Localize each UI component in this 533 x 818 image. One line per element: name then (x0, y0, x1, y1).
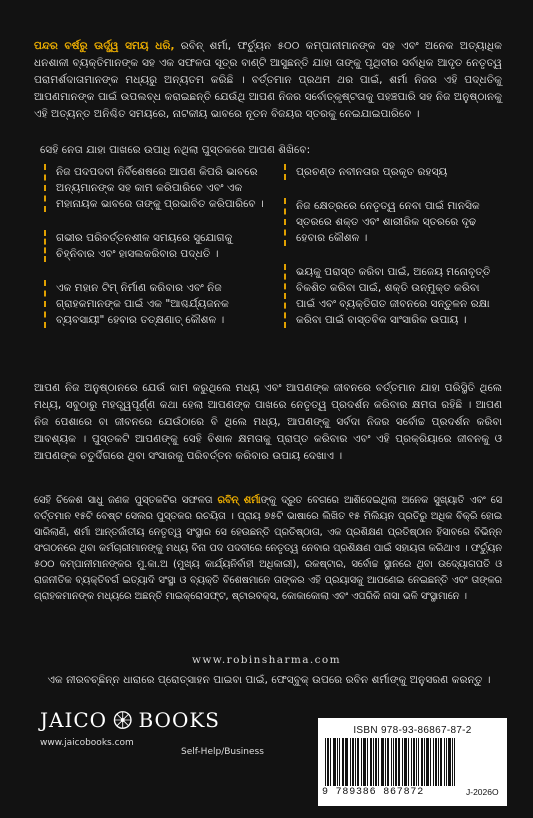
bullet-item: ପ୍ରଚଣ୍ଡ ନବୀନତାର ପ୍ରକୃତ ରହସ୍ୟ (284, 164, 502, 180)
intro-lead: ପନ୍ଦର ବର୍ଷରୁ ଊର୍ଦ୍ଧ୍ୱ ସମୟ ଧରି, (34, 40, 175, 52)
bullet-item: ଏକ ମହାନ ଟିମ୍ ନିର୍ମାଣ କରିବାର ଏବଂ ନିଜ ଗ୍ରାହକମାନଙ୍କ ପାଇଁ ଏକ "ଆଶ୍ଚର୍ଯ୍ୟଜନକ ବ୍ୟବସାୟୀ" ହେବାର ତତ୍‌କ୍ଷଣାତ୍ କୌଶଳ । (44, 280, 269, 328)
publisher-website: www.jaicobooks.com (40, 738, 134, 748)
publisher-block (40, 708, 220, 748)
isbn-text: ISBN 978-93-86867-87-2 (353, 725, 472, 736)
publisher-name-right: BOOKS (138, 708, 220, 732)
follow-line: ଏକ ନୀରବଚ୍ଛିନ୍ନ ଧାରାରେ ପ୍ରୋତ୍ସାହନ ପାଇବା ପାଇଁ, ଫେସ୍‌ବୁକ୍ ଉପରେ ରବିନ ଶର୍ମାଙ୍କୁ ଅନୁସରଣ କରନ୍ତୁ । (47, 674, 491, 686)
bullet-item: ଭୟକୁ ପରାସ୍ତ କରିବା ପାଇଁ, ଅଜେୟ ମନୋବୃତ୍ତି ବିକଶିତ କରିବା ପାଇଁ, ଶକ୍ତି ଉନ୍ମୁକ୍ତ କରିବା ପାଇଁ ଏବଂ ବ୍ୟକ୍ତିଗତ ଜୀବନରେ ସନ୍ତୁଳନ ରକ୍ଷା କରିବା ପାଇଁ ବାସ୍ତବିକ ସାଂସାରିକ ଉପାୟ । (284, 264, 502, 328)
learn-heading: ସେହି ନେତା ଯାହା ପାଖରେ ଉପାଧି ନଥିଲା ପୁସ୍ତକରେ ଆପଣ ଶିଖିବେ: (40, 144, 311, 156)
summary-paragraph: ଆପଣ ନିଜ ଅନୁଷ୍ଠାନରେ ଯେଉଁ କାମ କରୁଥିଲେ ମଧ୍ୟ ଏବଂ ଆପଣଙ୍କ ଜୀବନରେ ବର୍ତ୍ତମାନ ଯାହା ପରିସ୍ଥିତି ଥିଲେ ମଧ୍ୟ, ସବୁଠାରୁ ମହତ୍ତ୍ୱପୂର୍ଣ୍ଣ କଥା ହେଲା ଆପଣଙ୍କ ପାଖରେ ନେତୃତ୍ୱ ପ୍ରଦର୍ଶନ କରିବାର କ୍ଷମତା ରହିଛି । ଆପଣ ନିଜ ପେଶାରେ ବା ଜୀବନରେ ଯେଉଁଠାରେ ବି ଥିଲେ ମଧ୍ୟ, ଆପଣଙ୍କୁ ସର୍ବଦା ନିଜର ସର୍ବୋଚ୍ଚ ପ୍ରଦର୍ଶନ କରିବା ଆବଶ୍ୟକ । ପୁସ୍ତକଟି ଆପଣଙ୍କୁ ସେହି ବିଶାଳ କ୍ଷମତାକୁ ପ୍ରାପ୍ତ କରିବାର ଏବଂ ଏହି ପ୍ରକ୍ରିୟାରେ ଜୀବନକୁ ଓ ଆପଣଙ୍କ ଚତୁର୍ଦିଗରେ ଥିବା ସଂସାରକୁ ପରିବର୍ତ୍ତନ କରିବାର ଉପାୟ ଦେଖାଏ । (34, 382, 502, 462)
bullet-item: ନିଜ ପଦପଦବୀ ନିର୍ବିଶେଷରେ ଆପଣ କିପରି ଭାବରେ ଅନ୍ୟମାନଙ୍କ ସହ କାମ କରିପାରିବେ ଏବଂ ଏକ ମହାନାୟକ ଭାବରେ ତାଙ୍କୁ ପ୍ରଭାବିତ କରିପାରିବେ । (44, 164, 269, 212)
bullet-list-right (284, 164, 502, 346)
publisher-name-left: JAICO (40, 708, 108, 732)
barcode-digits: 9 789386 867872 (322, 787, 425, 798)
wheel-icon (113, 710, 132, 730)
intro-paragraph (34, 38, 502, 123)
publisher-logo (40, 708, 220, 732)
barcode-icon (325, 738, 457, 786)
bullet-item: ନିଜ କ୍ଷେତ୍ରରେ ନେତୃତ୍ୱ ନେବା ପାଇଁ ମାନସିକ ସ୍ତରରେ ଶକ୍ତ ଏବଂ ଶାରୀରିକ ସ୍ତରରେ ଦୃଢ ହେବାର କୌଶଳ । (284, 198, 502, 246)
product-code: J-2026O (466, 787, 499, 797)
bullet-list-left (44, 164, 269, 346)
barcode-panel (318, 718, 507, 806)
book-category: Self-Help/Business (181, 747, 264, 757)
author-name: ରବିନ୍ ଶର୍ମା (217, 495, 261, 506)
author-bio (34, 493, 502, 605)
intro-body: ରବିନ୍ ଶର୍ମା, ଫର୍ଚ୍ୟୁନ ୫୦୦ କମ୍ପାନୀମାନଙ୍କ ସହ ଏବଂ ଅନେକ ଅତ୍ୟାଧିକ ଧନଶାଳୀ ବ୍ୟକ୍ତିମାନଙ୍କ ସହ ଏକ ସଫଳତା ସୂତ୍ର ବାଣ୍ଟି ଆସୁଛନ୍ତି ଯାହା ତାଙ୍କୁ ପୃଥିବୀର ସର୍ବାଧିକ ଆଦୃତ ନେତୃତ୍ୱ ପରାମର୍ଶଦାତାମାନଙ୍କ ମଧ୍ୟରୁ ଅନ୍ୟତମ କରିଛି । ବର୍ତ୍ତମାନ ପ୍ରଥମ ଥର ପାଇଁ, ଶର୍ମା ନିଜର ଏହି ପଦ୍ଧତିକୁ ଆପଣମାନଙ୍କ ପାଇଁ ଉପଲବ୍ଧ କରାଇଛନ୍ତି ଯେଉଁଥି ଆପଣ ନିଜର ସର୍ବୋତ୍କୃଷ୍ଟତାକୁ ପହଞ୍ଚପାରି ସହ ନିଜ ଅନୁଷ୍ଠାନକୁ ଏହି ଅତ୍ୟନ୍ତ ଅନିଶ୍ଚିତ ସମୟରେ, ନାଟକୀୟ ଭାବରେ ନୂତନ ବିଜୟର ସ୍ତରକୁ ନେଇଯାଇପାରିବେ । (34, 40, 502, 120)
bio-post: ଙ୍କୁ ଦ୍ରୁତ ବେଗରେ ଆଶିଦେଇଥିଲା ଅନେକ ସୁଖ୍ୟାତି ଏବଂ ସେ ବର୍ତ୍ତମାନ ୧୫ଟି ବେଷ୍ଟ ସେଲର ପୁସ୍ତକର ରଚୟିତା । ପ୍ରାୟ ୭୫ଟି ଭାଷାରେ ଲିଖିତ ୧୫ ମିଲିୟନ ପ୍ରତିରୁ ଅଧିକ ବିକ୍ରି ହୋଇ ସାରିଲାଣି, ଶର୍ମା ଆନ୍ତର୍ଜାତୀୟ ନେତୃତ୍ୱ ସଂସ୍ଥାର ସେ ହେଉଛନ୍ତି ପ୍ରତିଷ୍ଠାତା, ଏକ ପ୍ରଶିକ୍ଷଣ ପ୍ରତିଷ୍ଠାନ ହିସାବରେ ବିଭିନ୍ନ ସଂଗଠନରେ ଥିବା କର୍ମଚାରୀମାନଙ୍କୁ ମଧ୍ୟ ବିନା ପଦ ପଦବୀରେ ନେତୃତ୍ୱ ନେବାର ପ୍ରଶିକ୍ଷଣ ପାଇଁ ସହାୟତା କରିଥାଏ । ଫର୍ଚ୍ୟୁନ ୫୦୦ କମ୍ପାନୀମାନଙ୍କର ମୁ.କା.ଅ (ମୁଖ୍ୟ କାର୍ଯ୍ୟନିର୍ବାହୀ ଅଧିକାରୀ), ରକଷ୍ଟାର, ସର୍ବୋଚ୍ଚ ସ୍ଥାନରେ ଥିବା ଉଦ୍ୟୋଗପତି ଓ ରାଜନୀତିକ ବ୍ୟକ୍ତିବର୍ଗ ଇତ୍ୟାଦି ସଂସ୍ଥା ଓ ବ୍ୟକ୍ତି ବିଶେଷମାନେ ତାଙ୍କର ଏହି ପ୍ରୟାସକୁ ଆପଣେଇ ନେଇଛନ୍ତି ଏବଂ ତାଙ୍କର ଗ୍ରାହକମାନଙ୍କ ମଧ୍ୟରେ ଅଛନ୍ତି ମାଇକ୍ରୋସଫ୍ଟ, ଷ୍ଟାରବକ୍ସ, କୋକାକୋଲା ଏବଂ ଏପରିକି ନାସା ଭଳି ସଂସ୍ଥାମାନେ । (34, 495, 503, 602)
bio-pre: ସେହି ଚିକେଶ ସାଧୁ ଜଣକ ପୁସ୍ତକଟିର ସଫଳତା (34, 495, 218, 506)
bullet-item: ଗଭୀର ପରିବର୍ତ୍ତନଶୀଳ ସମୟରେ ସୁଯୋଗକୁ ଚିହ୍ନିବାର ଏବଂ ହାସଲକରିବାର ପଦ୍ଧତି । (44, 230, 269, 262)
author-website: www.robinsharma.com (192, 654, 341, 666)
